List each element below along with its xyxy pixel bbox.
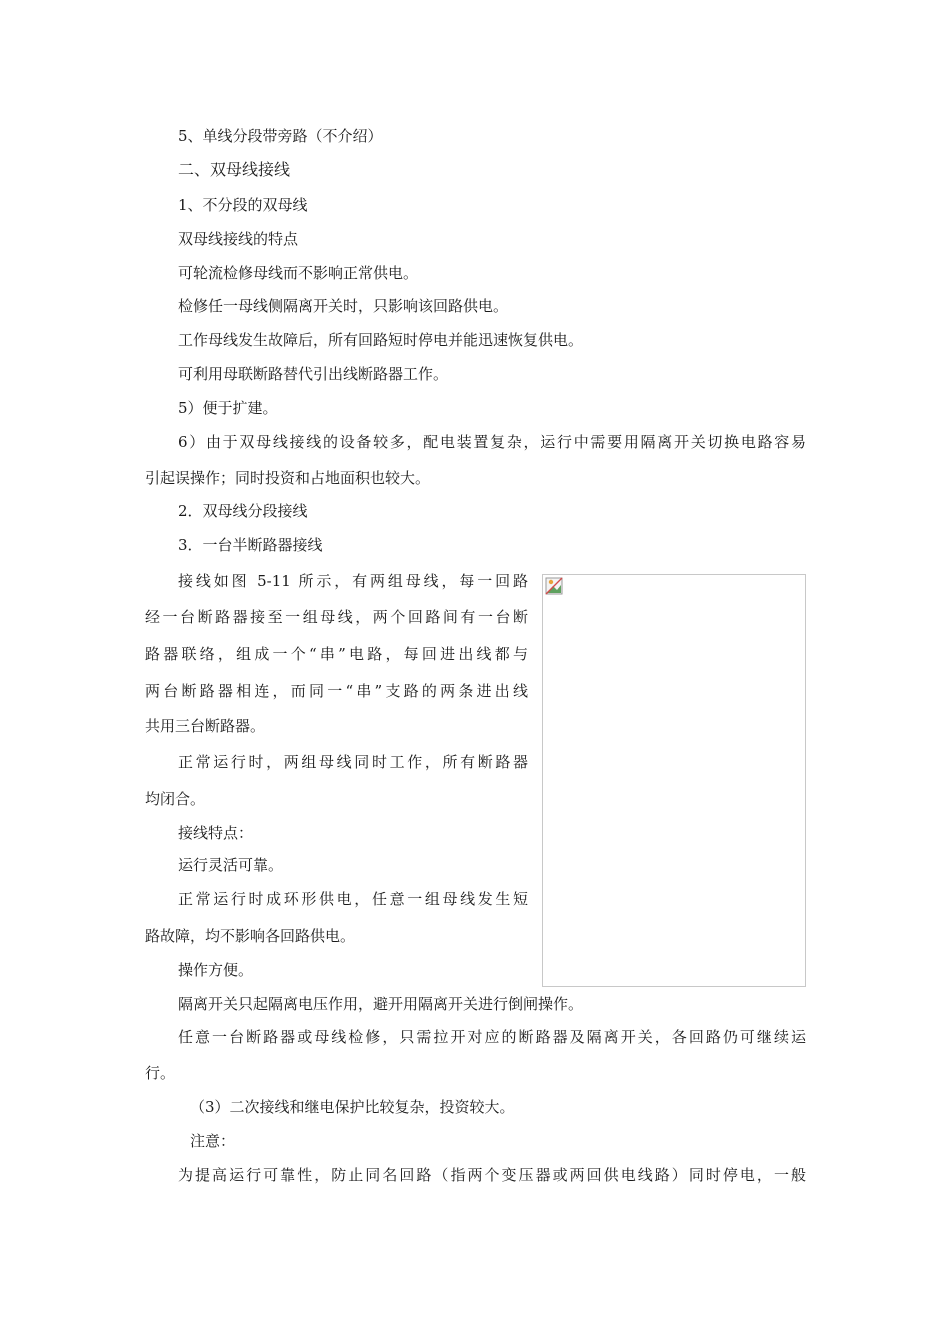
paragraph-line: 引起误操作；同时投资和占地面积也较大。 xyxy=(145,469,431,487)
paragraph-line: （3）二次接线和继电保护比较复杂，投资较大。 xyxy=(190,1098,515,1116)
paragraph-line: 工作母线发生故障后，所有回路短时停电并能迅速恢复供电。 xyxy=(178,331,584,349)
subsection-heading: 2．双母线分段接线 xyxy=(178,502,308,520)
paragraph-line: 接线如图 5-11 所示，有两组母线，每一回路 xyxy=(178,572,528,590)
paragraph-line: 两台断路器相连，而同一“串”支路的两条进出线 xyxy=(145,682,528,700)
paragraph-line: 检修任一母线侧隔离开关时，只影响该回路供电。 xyxy=(178,297,509,315)
broken-image-icon xyxy=(545,577,563,595)
paragraph-line: 5）便于扩建。 xyxy=(178,399,278,417)
note-label: 注意： xyxy=(190,1132,236,1150)
paragraph-line: 行。 xyxy=(145,1064,176,1082)
paragraph-line: 双母线接线的特点 xyxy=(178,230,299,248)
section-heading: 二、双母线接线 xyxy=(178,160,291,179)
paragraph-line: 隔离开关只起隔离电压作用，避开用隔离开关进行倒闸操作。 xyxy=(178,995,584,1013)
paragraph-line: 可利用母联断路替代引出线断路器工作。 xyxy=(178,365,449,383)
paragraph-line: 操作方便。 xyxy=(178,961,254,979)
paragraph-line: 6）由于双母线接线的设备较多，配电装置复杂，运行中需要用隔离开关切换电路容易 xyxy=(178,433,806,451)
paragraph-line: 任意一台断路器或母线检修，只需拉开对应的断路器及隔离开关，各回路仍可继续运 xyxy=(178,1028,806,1046)
paragraph-line: 经一台断路器接至一组母线，两个回路间有一台断 xyxy=(145,608,528,626)
subsection-heading: 3．一台半断路器接线 xyxy=(178,536,323,554)
paragraph-line: 路故障，均不影响各回路供电。 xyxy=(145,927,356,945)
paragraph-line: 共用三台断路器。 xyxy=(145,717,266,735)
paragraph-line: 可轮流检修母线而不影响正常供电。 xyxy=(178,264,419,282)
paragraph-line: 正常运行时，两组母线同时工作，所有断路器 xyxy=(178,753,528,771)
paragraph-line: 为提高运行可靠性，防止同名回路（指两个变压器或两回供电线路）同时停电，一般 xyxy=(178,1166,806,1184)
paragraph-line: 运行灵活可靠。 xyxy=(178,856,284,874)
paragraph-line: 接线特点： xyxy=(178,824,254,842)
paragraph-line: 均闭合。 xyxy=(145,790,206,808)
paragraph-line: 正常运行时成环形供电，任意一组母线发生短 xyxy=(178,890,528,908)
figure-placeholder xyxy=(542,574,806,987)
paragraph-line: 路器联络，组成一个“串”电路，每回进出线都与 xyxy=(145,645,528,663)
subsection-heading: 1、不分段的双母线 xyxy=(178,196,308,214)
paragraph-line: 5、单线分段带旁路（不介绍） xyxy=(178,127,383,145)
